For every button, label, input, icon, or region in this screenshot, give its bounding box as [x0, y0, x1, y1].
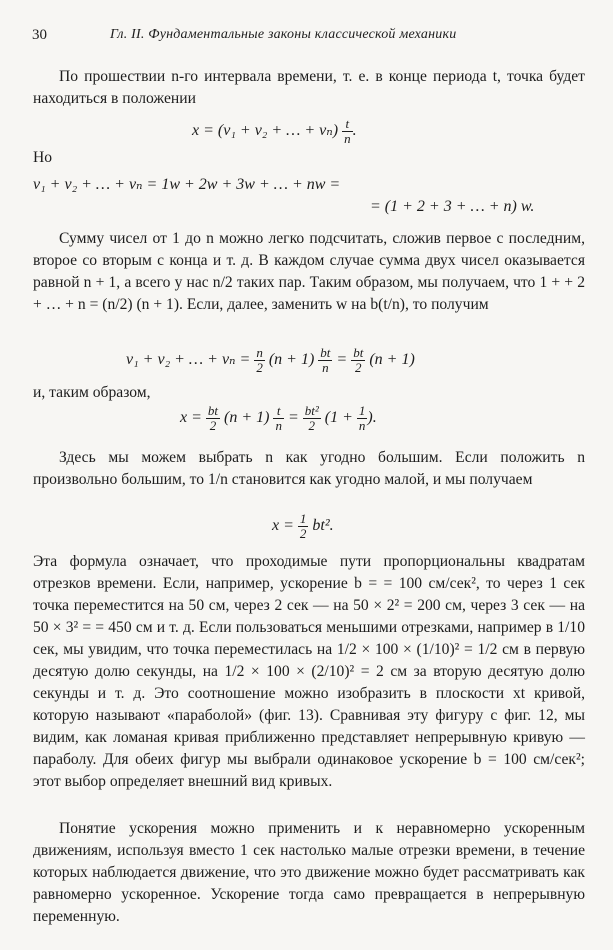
equation-2a: v₁ + v₂ + … + vₙ = 1w + 2w + 3w + … + nw = — [33, 176, 341, 193]
eq1-fraction: $\frac{t}{n}$ — [344, 116, 351, 146]
paragraph-2: Сумму чисел от 1 до n можно легко подсчитать, сложив первое с последним, второе со вторым с конца и т. д. В каждом случае сумма двух чисел оказывается равной n + 1, а всего у нас n/2 таких пар. Таким образом, мы получаем, что 1 + + 2 + … + n = (n/2) (n + 1). Если, далее, заменить w на b(t/n), то получим — [33, 230, 585, 313]
paragraph-3: и, таким образом, — [33, 384, 151, 401]
running-head: Гл. II. Фундаментальные законы классической механики — [110, 27, 457, 42]
eq1-left: x = (v₁ + v₂ + … + vₙ) — [192, 122, 339, 140]
paragraph-5: Эта формула означает, что проходимые пути пропорциональны квадратам отрезков времени. Если, например, ускорение b = = 100 см/сек², то через 1 сек точка переместится на 50 см, через 2 сек — на 50 × 2² = 200 см, через 3 сек — на 50 × 3² = = 450 см и т. д. Если пользоваться меньшими отрезками, например в 1/10 сек, мы увидим, что точка переместилась на 1/2 × 100 × (1/10)² = 1/2 см в первую десятую долю секунды, на 1/2 × 100 × (2/10)² = 2 см за вторую десятую долю секунды и т. д. Это соотношение можно изобразить в плоскости xt кривой, которую называют «параболой» (фиг. 13). Сравнивая эту фигуру с фиг. 12, мы видим, как ломаная кривая приближенно представляет непрерывную кривую — параболу. Для обеих фигур мы выбрали одинаковое ускорение b = 100 см/сек²; этот выбор определяет внешний вид кривых. — [33, 553, 585, 790]
paragraph-6: Понятие ускорения можно применить и к неравномерно ускоренным движениям, используя вместо 1 сек настолько малые отрезки времени, в течение которых наблюдается движение, что это движение можно будет рассматривать как равномерно ускоренное. Ускорение тогда само превращается в непрерывную переменную. — [33, 820, 585, 925]
paragraph-1: По прошествии n-го интервала времени, т. е. в конце периода t, точка будет находиться в положении — [33, 68, 585, 107]
equation-2b: = (1 + 2 + 3 + … + n) w. — [370, 198, 535, 215]
word-but: Но — [33, 149, 53, 166]
equation-5: x = $\frac{1}{2}$ bt². — [272, 511, 334, 541]
equation-1: x = (v₁ + v₂ + … + vₙ) $\frac{t}{n}$ . — [192, 116, 357, 146]
equation-4: x = $\frac{bt}{2}$ (n + 1) $\frac{t}{n}$ = $\frac{\text{bt²}}{2}$ (1 + $\frac{1}{n}$ ). — [180, 403, 377, 433]
page-header — [32, 27, 592, 47]
paragraph-4: Здесь мы можем выбрать n как угодно большим. Если положить n произвольно большим, то 1/n становится как угодно малой, и мы получаем — [33, 449, 585, 488]
page-number: 30 — [32, 27, 47, 43]
equation-3: v₁ + v₂ + … + vₙ = $\frac{n}{2}$ (n + 1) $\frac{bt}{n}$ = $\frac{bt}{2}$ (n + 1) — [126, 345, 415, 375]
